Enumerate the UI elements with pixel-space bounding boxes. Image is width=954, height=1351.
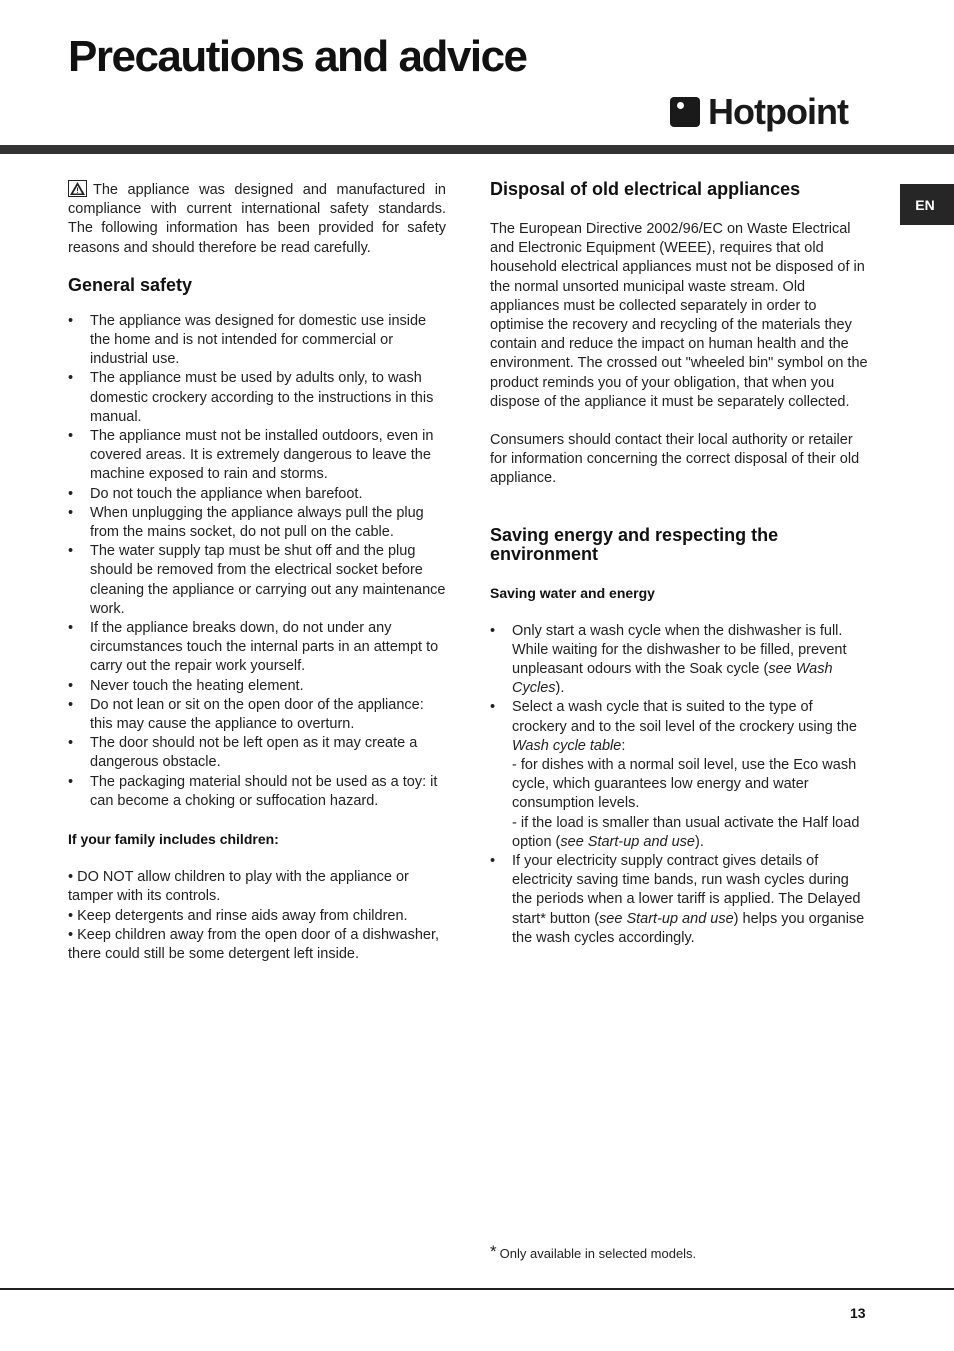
saving-subheading: Saving water and energy: [490, 584, 655, 601]
general-safety-heading: General safety: [68, 274, 193, 295]
logo-text: Hotpoint: [708, 91, 848, 132]
list-item: • The door should not be left open as it may create a dangerous obstacle.: [68, 734, 446, 772]
list-item: • Do not lean or sit on the open door of the appliance: this may cause the appliance to overturn.: [68, 696, 446, 734]
sub-item: - for dishes with a normal soil level, use the Eco wash cycle, which guarantees low energy and water consumption levels.: [512, 757, 857, 812]
list-item: • If the appliance breaks down, do not under any circumstances touch the internal parts in an attempt to carry out the repair work yourself.: [68, 619, 446, 677]
logo-mark-icon: [670, 97, 700, 127]
item-reference: Wash cycle table: [512, 737, 622, 754]
sub-item-text-end: ).: [695, 833, 704, 850]
list-item: • The water supply tap must be shut off and the plug should be removed from the electrical socket before cleaning the appliance or carrying out any maintenance work.: [68, 542, 446, 619]
list-item: • The appliance must be used by adults only, to wash domestic crockery according to the instructions in this manual.: [68, 369, 446, 427]
footnote-marker: *: [490, 1242, 497, 1261]
item-text: Only start a wash cycle when the dishwasher is full. While waiting for the dishwasher to be filled, prevent unpleasant odours with the Soak cycle (: [512, 622, 847, 678]
item-text-end: ).: [555, 680, 565, 697]
list-item: • The packaging material should not be used as a toy: it can become a choking or suffocation hazard.: [68, 773, 446, 811]
disposal-contact-paragraph: Consumers should contact their local authority or retailer for information concerning the correct disposal of their old appliance.: [490, 432, 860, 487]
header-divider: [0, 145, 954, 154]
list-item: • Do not touch the appliance when barefoot.: [68, 485, 446, 504]
footer-divider: [0, 1288, 954, 1290]
brand-logo: [670, 92, 848, 132]
saving-heading: Saving energy and respecting the environment: [490, 524, 779, 564]
item-text-end: :: [621, 737, 626, 754]
item-text-end: ) helps you organise the wash cycles accordingly.: [512, 910, 865, 946]
footnote: [490, 1242, 696, 1262]
list-item: [490, 622, 868, 699]
footnote-text: Only available in selected models.: [499, 1246, 697, 1261]
warning-icon: [68, 180, 87, 197]
item-reference: see Start-up and use: [599, 910, 734, 927]
item-text: If your electricity supply contract gives details of electricity saving time bands, run wash cycles during the periods when a lower tariff is applied. The Delayed start* button (: [512, 853, 861, 927]
intro-text: The appliance was designed and manufactured in compliance with current international safety standards. The following information has been provided for safety reasons and should therefore be read carefully.: [68, 182, 446, 256]
list-item: • The appliance was designed for domestic use inside the home and is not intended for commercial or industrial use.: [68, 312, 446, 370]
disposal-heading: Disposal of old electrical appliances: [490, 179, 801, 199]
list-item: • DO NOT allow children to play with the appliance or tamper with its controls.: [68, 869, 409, 905]
list-item: • Never touch the heating element.: [68, 677, 446, 696]
list-item: • The appliance must not be installed outdoors, even in covered areas. It is extremely dangerous to leave the machine exposed to rain and storms.: [68, 427, 446, 485]
item-reference: see Wash Cycles: [512, 661, 833, 697]
item-text: Select a wash cycle that is suited to the type of crockery and to the soil level of the crockery using the: [512, 699, 857, 735]
sub-item: [512, 814, 868, 852]
list-item: • Keep children away from the open door of a dishwasher, there could still be some detergent left inside.: [68, 926, 440, 962]
list-item: • Keep detergents and rinse aids away from children.: [68, 907, 408, 924]
list-item: [490, 852, 868, 948]
list-item: [490, 698, 868, 852]
list-item: • When unplugging the appliance always pull the plug from the mains socket, do not pull on the cable.: [68, 504, 446, 542]
page-number: 13: [850, 1305, 866, 1321]
language-tab: EN: [900, 184, 954, 225]
children-list: [68, 868, 446, 964]
intro-paragraph: [68, 180, 446, 258]
general-safety-list: [68, 312, 446, 811]
children-heading: If your family includes children:: [68, 831, 279, 848]
right-column: [490, 180, 868, 948]
sub-item-reference: see Start-up and use: [560, 833, 695, 850]
left-column: [68, 180, 446, 964]
sub-item-text: - if the load is smaller than usual activate the Half load option (: [512, 814, 860, 850]
page-title: Precautions and advice: [68, 32, 527, 81]
saving-list: [490, 622, 868, 948]
disposal-paragraph: The European Directive 2002/96/EC on Waste Electrical and Electronic Equipment (WEEE), requires that old household electrical appliances must not be disposed of in the normal unsorted municipal waste stream. Old appliances must be collected separately in order to optimise the recovery and recycling of the materials they contain and reduce the impact on human health and the environment. The crossed out "wheeled bin" symbol on the product reminds you of your obligation, that when you dispose of the appliance it must be separately collected.: [490, 221, 868, 410]
